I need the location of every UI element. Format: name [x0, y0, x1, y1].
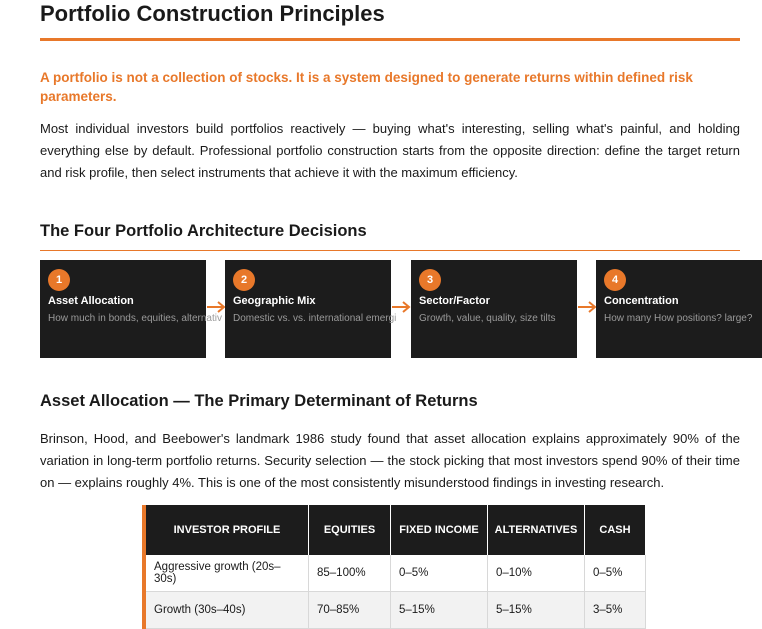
step-title: Concentration	[604, 295, 679, 307]
page-title: Portfolio Construction Principles	[40, 1, 385, 26]
table-cell: 3–5%	[585, 592, 646, 629]
intro-paragraph: Most individual investors build portfolios reactively — buying what's interesting, selling what's painful, and holding everything else by default. Professional portfolio construction starts from the opposite direction: define the target return and risk profile, then select instruments that achieve it with the maximum efficiency.	[40, 121, 740, 180]
table-row	[146, 555, 646, 592]
section-divider	[40, 250, 740, 251]
step-card-4	[596, 260, 762, 358]
step-number: 3	[419, 269, 441, 291]
table-cell: 0–5%	[585, 555, 646, 592]
title-divider	[40, 38, 740, 41]
table-cell: 5–15%	[391, 592, 488, 629]
table-header-row	[146, 505, 646, 555]
allocation-table-wrapper	[142, 505, 646, 629]
table-cell: Aggressive growth (20s–30s)	[146, 555, 309, 592]
step-description: Growth, value, quality, size tilts	[419, 313, 556, 324]
arrow-right-icon	[391, 300, 411, 314]
step-title: Geographic Mix	[233, 295, 316, 307]
lead-callout: A portfolio is not a collection of stocks. It is a system designed to generate returns within defined risk parameters.	[40, 70, 693, 104]
column-header: FIXED INCOME	[391, 505, 488, 555]
asset-allocation-paragraph: Brinson, Hood, and Beebower's landmark 1986 study found that asset allocation explains approximately 90% of the variation in long-term portfolio returns. Security selection — the stock picking that most investors spend 90% of their time on — explains roughly 4%. This is one of the most consistently misunderstood findings in investing research.	[40, 431, 740, 490]
column-header: INVESTOR PROFILE	[146, 505, 309, 555]
table-cell: 70–85%	[309, 592, 391, 629]
step-description: Domestic vs. vs. international emergi	[233, 313, 397, 324]
column-header: ALTERNATIVES	[488, 505, 585, 555]
column-header: CASH	[585, 505, 646, 555]
step-card-1	[40, 260, 222, 358]
column-header: EQUITIES	[309, 505, 391, 555]
section-heading-asset-allocation: Asset Allocation — The Primary Determinant of Returns	[40, 392, 478, 410]
table-row	[146, 592, 646, 629]
decision-flow	[40, 260, 753, 358]
step-number: 1	[48, 269, 70, 291]
step-number: 2	[233, 269, 255, 291]
arrow-right-icon	[206, 300, 226, 314]
table-cell: 0–10%	[488, 555, 585, 592]
table-cell: 0–5%	[391, 555, 488, 592]
step-number: 4	[604, 269, 626, 291]
step-description: How much in bonds, equities, alternativ	[48, 313, 222, 324]
table-cell: 5–15%	[488, 592, 585, 629]
step-title: Sector/Factor	[419, 295, 490, 307]
step-description: How many How positions? large?	[604, 313, 753, 324]
table-cell: Growth (30s–40s)	[146, 592, 309, 629]
section-heading-architecture: The Four Portfolio Architecture Decisions	[40, 222, 367, 240]
allocation-table	[146, 505, 646, 629]
step-title: Asset Allocation	[48, 295, 134, 307]
step-card-3	[411, 260, 577, 358]
step-card-2	[225, 260, 397, 358]
arrow-right-icon	[577, 300, 597, 314]
table-cell: 85–100%	[309, 555, 391, 592]
